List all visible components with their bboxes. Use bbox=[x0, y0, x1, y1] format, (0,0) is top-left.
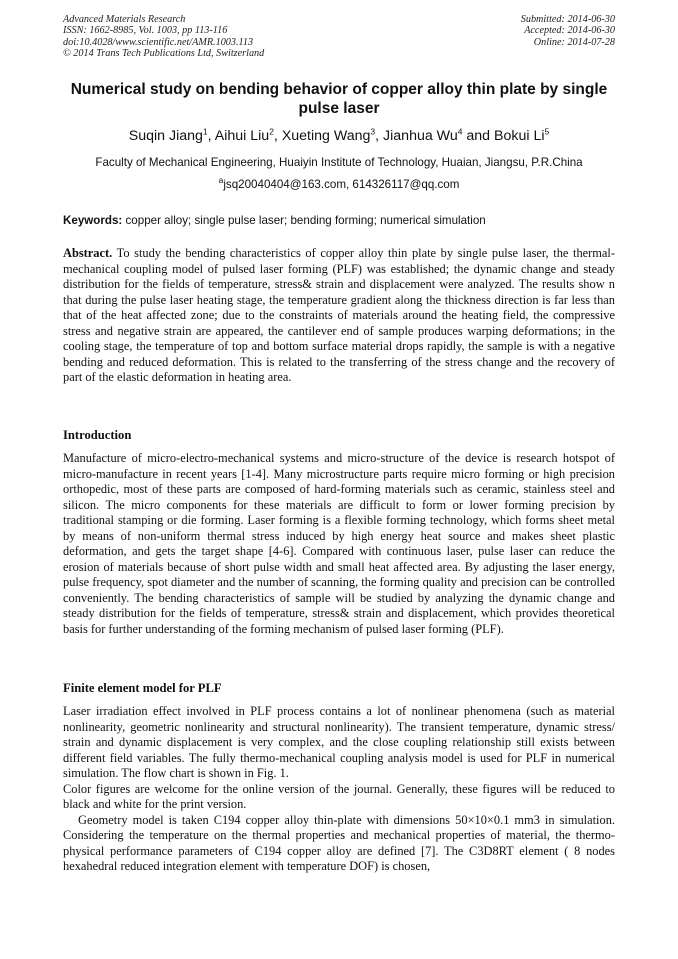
author-name: Aihui Liu bbox=[214, 128, 270, 144]
introduction-paragraph: Manufacture of micro-electro-mechanical systems and micro-structure of the device is research hotspot of micro-manufacture in recent years [1-4]. Many microstructure parts require micro forming or high precision orthopedic, most of these parts are composed of hard-forming materials such as ceramic, stainless steel and silicon. The micro components for these materials are difficult to form or lower forming precision by traditional stamping or die forming. Laser forming is a flexible forming technology, which forms sheet metal by means of non-uniform thermal stress induced by high energy heat source and makes sheet plastic deformation, and gets the target shape [4-6]. Compared with continuous laser, pulse laser can reduce the erosion of materials because of short pulse width and small heat affected area. By adjusting the laser energy, pulse frequency, spot diameter and the number of scanning, the forming quality and precision can be controlled conveniently. The bending characteristics of sample will be studied by analyzing the dynamic change and steady distribution for the fields of temperature, stress& strain and displacement, which provides theoretical basis for further understanding of the forming mechanism of pulsed laser forming (PLF). bbox=[63, 451, 615, 636]
section-heading-fem: Finite element model for PLF bbox=[63, 681, 222, 695]
author-affil-mark: 3 bbox=[370, 126, 376, 137]
journal-header bbox=[63, 14, 264, 60]
email-addresses: jsq20040404@163.com, 614326117@qq.com bbox=[223, 178, 460, 191]
issn-line: ISSN: 1662-8985, Vol. 1003, pp 113-116 bbox=[63, 25, 228, 37]
author-affil-mark: 5 bbox=[544, 126, 550, 137]
author-affil-mark: 4 bbox=[457, 126, 463, 137]
copyright-line: © 2014 Trans Tech Publications Ltd, Switzerland bbox=[63, 48, 265, 60]
author-affil-mark: 1 bbox=[202, 126, 208, 137]
accepted-date: Accepted: 2014-06-30 bbox=[524, 25, 615, 37]
author-name: Jianhua Wu bbox=[383, 128, 458, 144]
fem-paragraph-1: Laser irradiation effect involved in PLF process contains a lot of nonlinear phenomena (such as material nonlinearity, geometric nonlinearity and structural nonlinearity). The transient temperature, dynamic stress/ strain and dynamic displacement is very complex, and the close coupling relationship still exists between different field variables. The fully thermo-mechanical coupling analysis model is used for PLF in numerical simulation. The flow chart is shown in Fig. 1. bbox=[63, 704, 615, 780]
affiliation: Faculty of Mechanical Engineering, Huaiyin Institute of Technology, Huaian, Jiangsu, P.R.China bbox=[95, 156, 583, 169]
journal-name: Advanced Materials Research bbox=[63, 14, 186, 25]
keywords bbox=[63, 214, 615, 228]
author-separator: and bbox=[462, 128, 495, 144]
author-name: Bokui Li bbox=[494, 128, 545, 144]
abstract-label: Abstract. bbox=[63, 246, 113, 260]
author-separator: , bbox=[273, 128, 282, 144]
keywords-label: Keywords: bbox=[63, 214, 123, 227]
fem-paragraph-3: Geometry model is taken C194 copper alloy thin-plate with dimensions 50×10×0.1 mm3 in simulation. Considering the temperature on the thermal properties and mechanical properties of material, the thermo-physical performance parameters of C194 copper alloy are defined [7]. The C3D8RT element ( 8 nodes hexahedral reduced integration element with temperature DOF) is chosen, bbox=[63, 812, 615, 873]
author-name: Suqin Jiang bbox=[128, 128, 203, 144]
author-name: Xueting Wang bbox=[281, 128, 371, 144]
paper-title: Numerical study on bending behavior of copper alloy thin plate by single pulse laser bbox=[70, 81, 608, 117]
author-separator: , bbox=[375, 128, 384, 144]
abstract-text: To study the bending characteristics of copper alloy thin plate by single pulse laser, the thermal-mechanical coupling model of pulsed laser forming (PLF) was established; the dynamic change and steady distribution for the fields of temperature, stress& strain and displacement were analyzed. The results show n that during the pulse laser heating stage, the temperature gradient along the thickness direction is far less than that of the heat affected zone; due to the constraints of materials around the heating field, the compressive stress and negative strain are appeared, the cantilever end of sample produces warping deformations; in the cooling stage, the temperature of top and bottom surface material drops rapidly, the sample is with a negative bending and reduced deformation. This is related to the transferring of the stress change and the recovery of part of the elastic deformation in heating area. bbox=[63, 246, 615, 384]
doi-line: doi:10.4028/www.scientific.net/AMR.1003.113 bbox=[63, 36, 254, 48]
fem-section bbox=[63, 704, 615, 875]
online-date: Online: 2014-07-28 bbox=[533, 36, 615, 48]
fem-paragraph-2: Color figures are welcome for the online version of the journal. Generally, these figures will be reduced to black and white for the print version. bbox=[63, 781, 615, 811]
keywords-text: copper alloy; single pulse laser; bending forming; numerical simulation bbox=[122, 214, 486, 227]
dates-header bbox=[521, 14, 615, 48]
author-separator: , bbox=[207, 128, 215, 144]
author-list bbox=[30, 127, 648, 145]
author-emails bbox=[30, 175, 648, 192]
section-heading-introduction: Introduction bbox=[63, 428, 132, 442]
author-affil-mark: 2 bbox=[269, 126, 274, 137]
submitted-date: Submitted: 2014-06-30 bbox=[520, 14, 615, 25]
email-mark: a bbox=[218, 175, 224, 186]
abstract bbox=[63, 246, 615, 386]
